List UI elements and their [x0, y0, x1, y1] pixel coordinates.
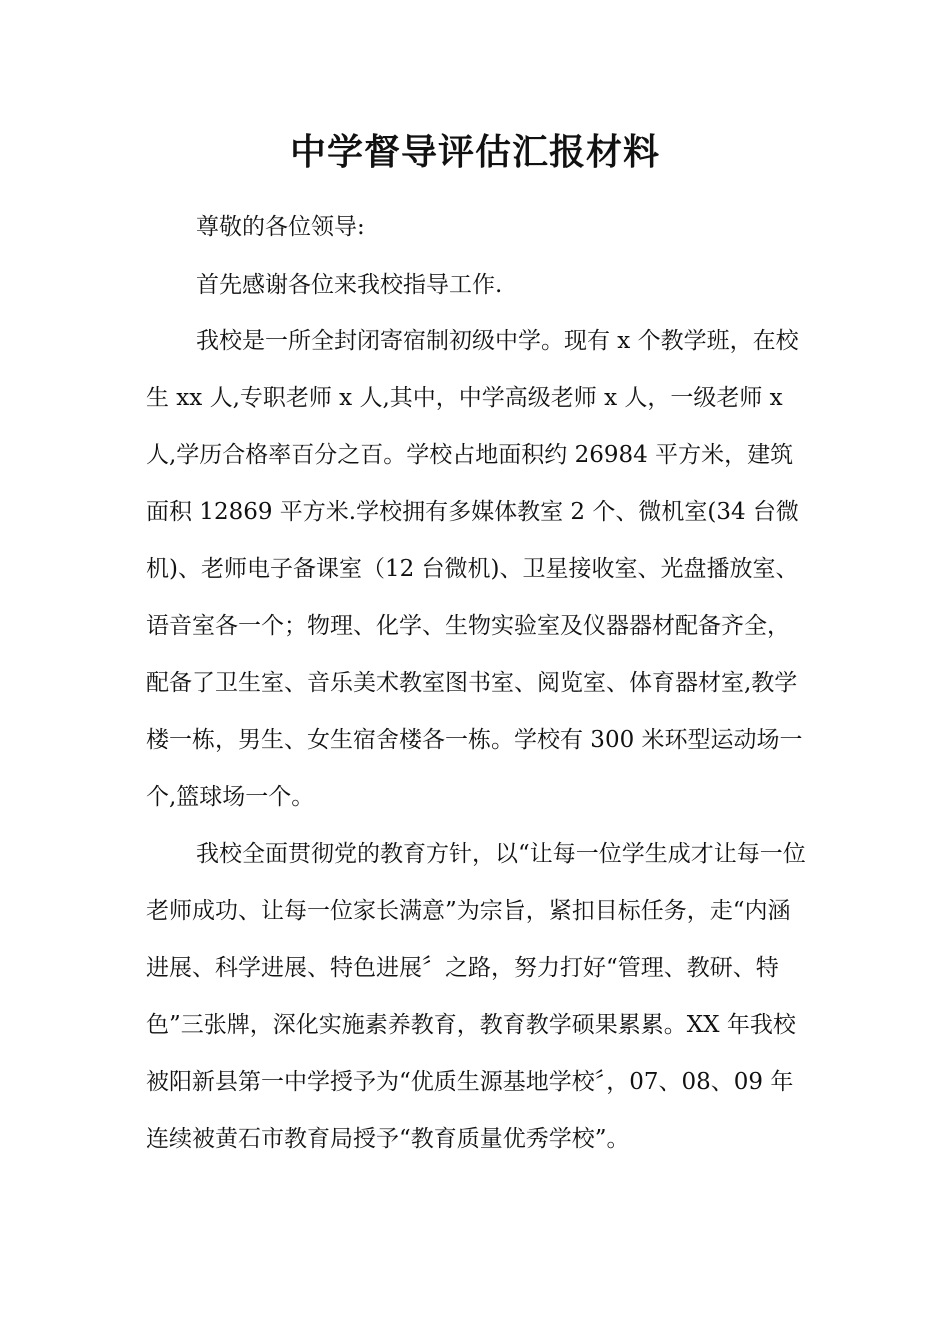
document-title: 中学督导评估汇报材料	[289, 132, 660, 173]
paragraph-thanks: 首先感谢各位来我校指导工作.	[196, 272, 503, 298]
paragraph-school-overview: 我校是一所全封闭寄宿制初级中学。现有 x 个教学班，在校生 xx 人,专职老师 x 人,其中，中学高级老师 x 人，一级老师 x 人,学历合格率百分之百。学校占地面积约 26984 平方米，建筑面积 12869 平方米.学校拥有多媒体教室 2 个、微机室(34 台微机)、老师电子备课室（12 台微机)、卫星接收室、光盘播放室、语音室各一个；物理、化学、生物实验室及仪器器材配备齐全，配备了卫生室、音乐美术教室图书室、阅览室、体育器材室,教学楼一栋，男生、女生宿舍楼各一栋。学校有 300 米环型运动场一个,篮球场一个。	[146, 328, 803, 810]
salutation: 尊敬的各位领导:	[196, 214, 365, 240]
paragraph-education-policy: 我校全面贯彻党的教育方针，以“让每一位学生成才让每一位老师成功、让每一位家长满意”为宗旨，紧扣目标任务，走“内涵进展、科学进展、特色进展〞之路，努力打好“管理、教研、特色”三张牌，深化实施素养教育，教育教学硕果累累。XX 年我校被阳新县第一中学授予为“优质生源基地学校〞，07、08、09 年连续被黄石市教育局授予“教育质量优秀学校”。	[146, 841, 806, 1152]
